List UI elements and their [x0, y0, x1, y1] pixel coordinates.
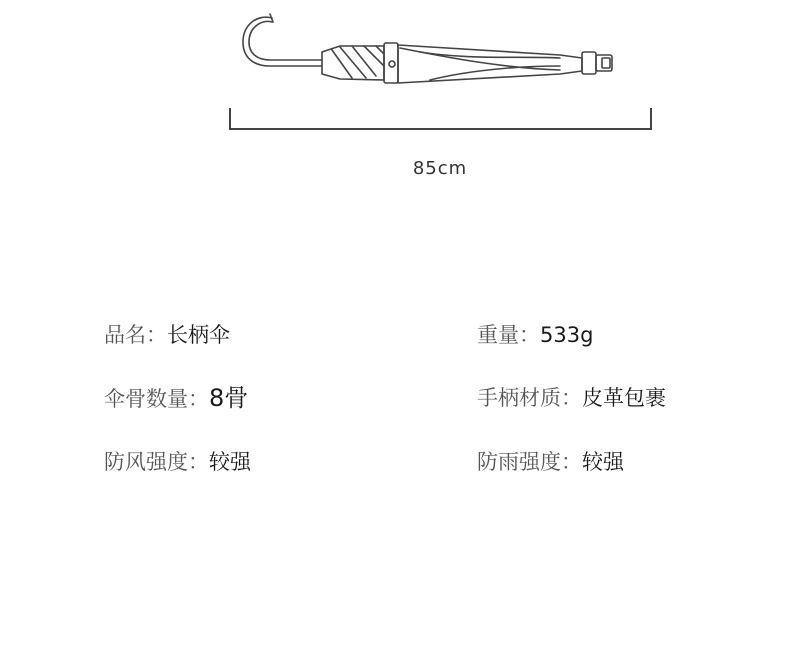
spec-value: 长柄伞: [167, 323, 230, 347]
spec-value: 533g: [540, 323, 594, 347]
spec-label: 防雨强度：: [477, 450, 582, 474]
spec-label: 重量：: [477, 323, 540, 347]
length-dimension-label: 85cm: [412, 158, 468, 179]
spec-label: 伞骨数量：: [104, 387, 209, 411]
spec-label: 手柄材质：: [477, 386, 582, 410]
spec-value: 皮革包裹: [582, 386, 666, 410]
spec-label: 防风强度：: [104, 450, 209, 474]
spec-weight: [477, 322, 593, 348]
spec-rib-count: [104, 385, 248, 412]
spec-wind-resistance: [104, 449, 251, 475]
spec-value: 较强: [582, 450, 624, 474]
spec-label: 品名：: [104, 323, 167, 347]
spec-product-name: [104, 322, 230, 348]
spec-value: 较强: [209, 450, 251, 474]
spec-handle-material: [477, 385, 666, 411]
spec-rain-resistance: [477, 449, 624, 475]
spec-value: 8骨: [209, 384, 249, 412]
